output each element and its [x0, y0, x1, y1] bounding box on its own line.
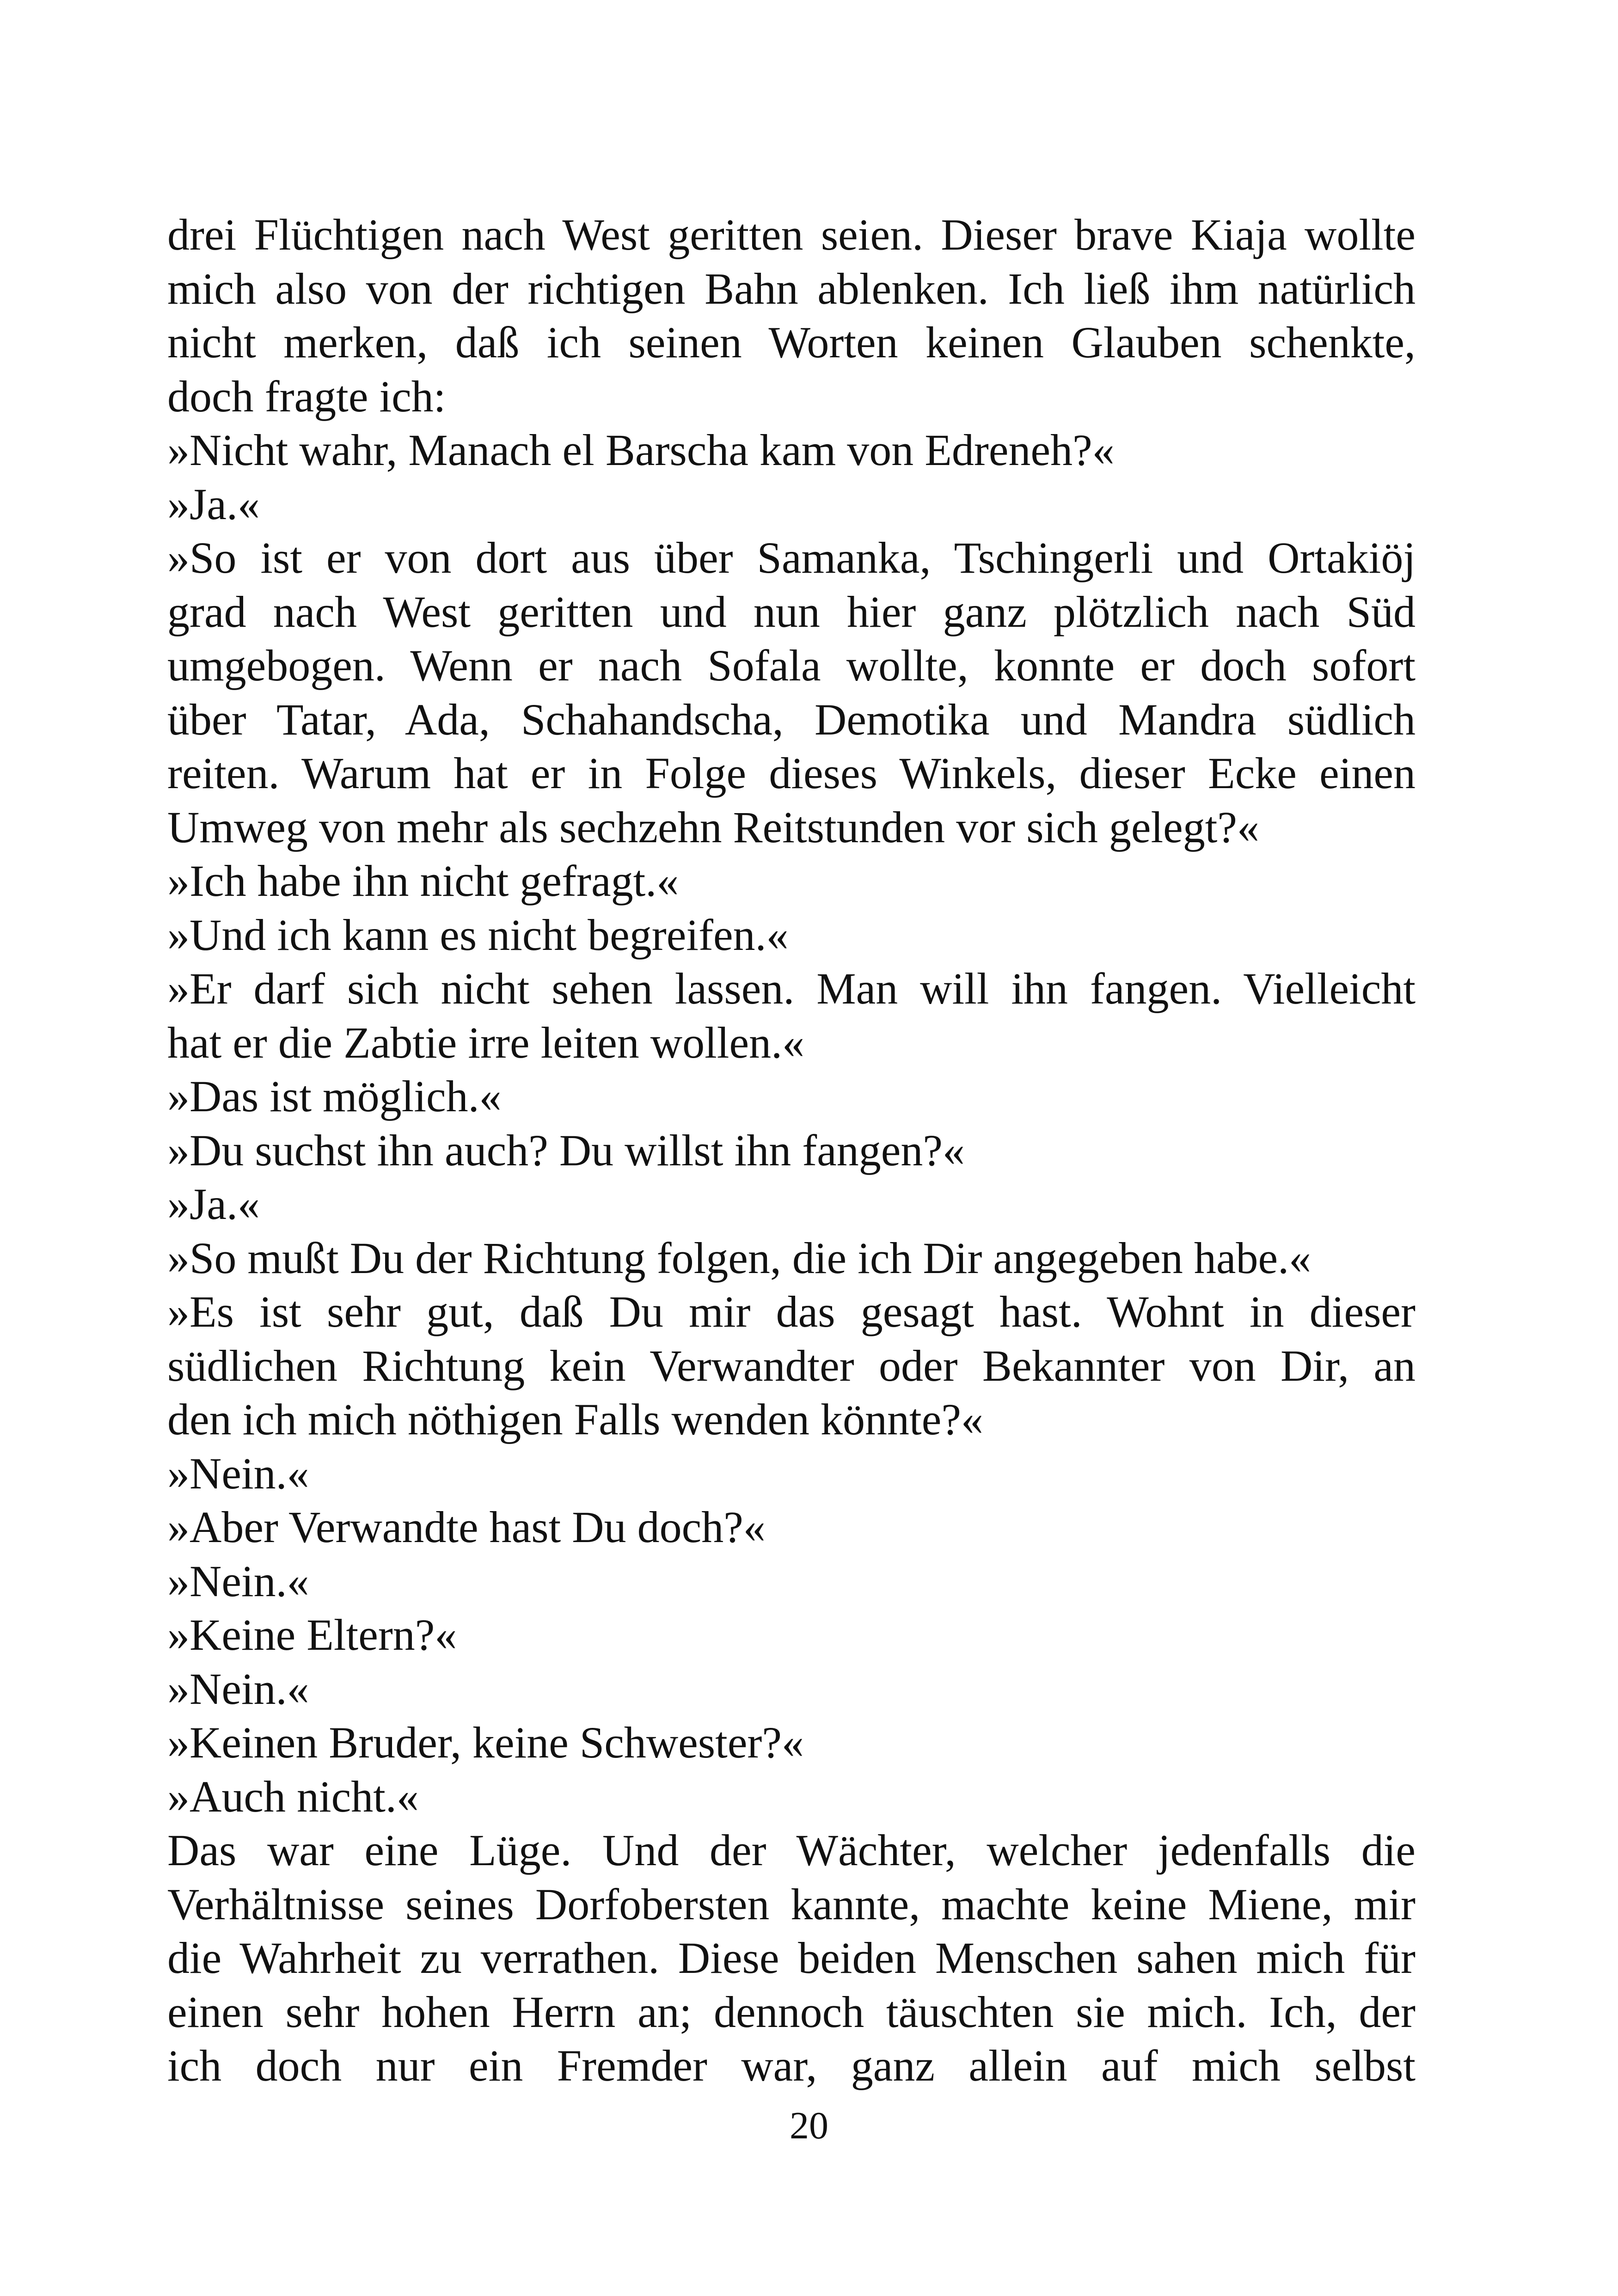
- text-line: »Ich habe ihn nicht gefragt.«: [167, 856, 679, 906]
- text-line: »Du suchst ihn auch? Du willst ihn fangen?«: [167, 1125, 965, 1175]
- text-line: Verhältnisse seines Dorfobersten kannte, machte keine Miene, mir: [167, 1879, 1416, 1929]
- text-line: südlichen Richtung kein Verwandter oder Bekannter von Dir, an: [167, 1341, 1416, 1390]
- text-line: die Wahrheit zu verrathen. Diese beiden Menschen sahen mich für: [167, 1933, 1416, 1983]
- text-line: hat er die Zabtie irre leiten wollen.«: [167, 1017, 805, 1067]
- text-line: nicht merken, daß ich seinen Worten keinen Glauben schenkte,: [167, 318, 1416, 367]
- text-line: »Nicht wahr, Manach el Barscha kam von Edreneh?«: [167, 425, 1115, 475]
- text-line: »Ja.«: [167, 1179, 260, 1229]
- text-line: »Nein.«: [167, 1664, 309, 1714]
- text-line: »Auch nicht.«: [167, 1771, 419, 1821]
- text-line: »Das ist möglich.«: [167, 1071, 502, 1121]
- text-line: Umweg von mehr als sechzehn Reitstunden vor sich gelegt?«: [167, 802, 1260, 852]
- text-line: über Tatar, Ada, Schahandscha, Demotika und Mandra südlich: [167, 694, 1416, 744]
- text-line: Das war eine Lüge. Und der Wächter, welcher jedenfalls die: [167, 1825, 1416, 1875]
- text-line: drei Flüchtigen nach West geritten seien. Dieser brave Kiaja wollte: [167, 210, 1416, 259]
- text-line: »Keine Eltern?«: [167, 1610, 457, 1659]
- text-line: »Aber Verwandte hast Du doch?«: [167, 1502, 766, 1552]
- text-line: ich doch nur ein Fremder war, ganz allein auf mich selbst: [167, 2041, 1416, 2090]
- text-line: einen sehr hohen Herrn an; dennoch täuschten sie mich. Ich, der: [167, 1987, 1416, 2037]
- text-line: reiten. Warum hat er in Folge dieses Winkels, dieser Ecke einen: [167, 748, 1416, 798]
- text-line: »Ja.«: [167, 479, 260, 529]
- text-line: grad nach West geritten und nun hier ganz plötzlich nach Süd: [167, 587, 1416, 637]
- text-line: »Keinen Bruder, keine Schwester?«: [167, 1718, 804, 1767]
- text-line: »So ist er von dort aus über Samanka, Tschingerli und Ortakiöj: [167, 533, 1416, 582]
- text-line: »So mußt Du der Richtung folgen, die ich Dir angegeben habe.«: [167, 1233, 1312, 1283]
- text-line: »Er darf sich nicht sehen lassen. Man will ihn fangen. Vielleicht: [167, 964, 1416, 1013]
- text-line: »Es ist sehr gut, daß Du mir das gesagt hast. Wohnt in dieser: [167, 1287, 1416, 1336]
- text-line: umgebogen. Wenn er nach Sofala wollte, konnte er doch sofort: [167, 641, 1416, 690]
- page-number: 20: [790, 2104, 828, 2147]
- text-line: »Nein.«: [167, 1448, 309, 1498]
- body-text: [167, 208, 1416, 2093]
- text-line: den ich mich nöthigen Falls wenden könnte?«: [167, 1395, 983, 1444]
- text-line: »Nein.«: [167, 1556, 309, 1606]
- text-line: doch fragte ich:: [167, 371, 446, 421]
- text-line: mich also von der richtigen Bahn ablenken. Ich ließ ihm natürlich: [167, 263, 1416, 313]
- text-line: »Und ich kann es nicht begreifen.«: [167, 910, 789, 960]
